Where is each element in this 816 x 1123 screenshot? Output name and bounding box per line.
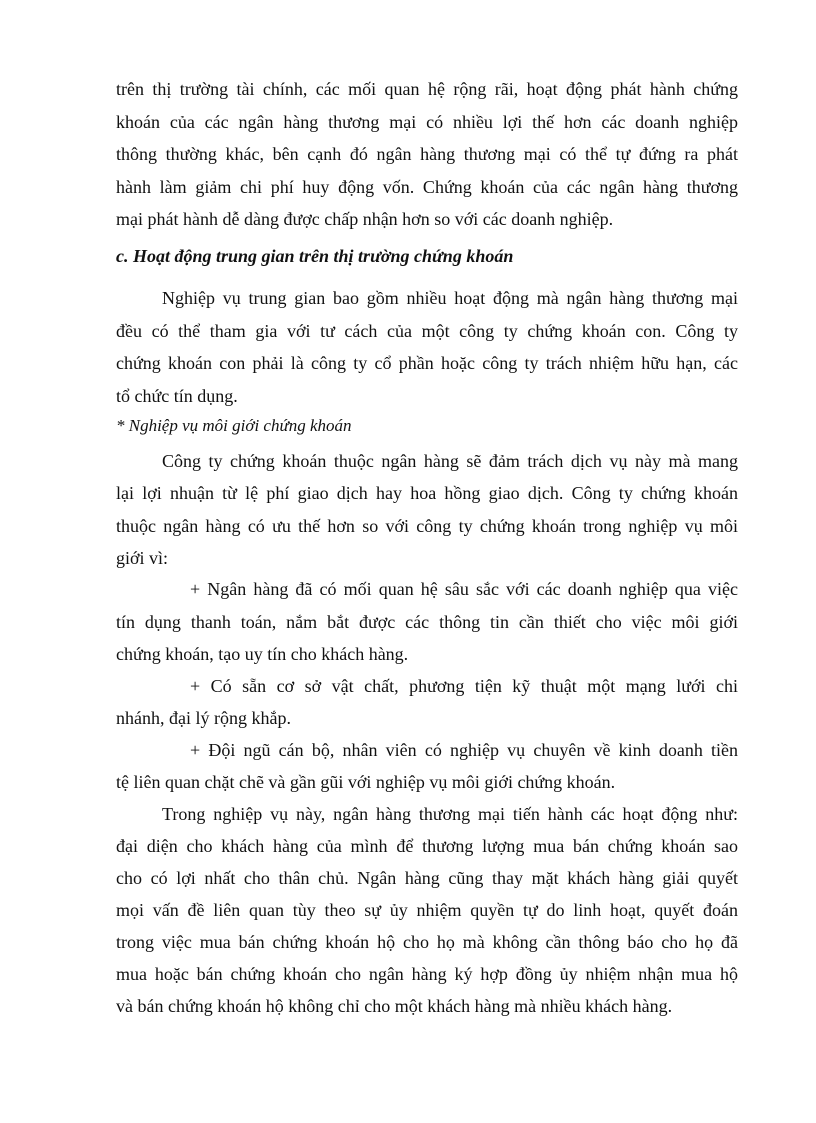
text-line: và bán chứng khoán hộ không chỉ cho một khách hàng mà nhiều khách hàng. bbox=[116, 996, 673, 1016]
bullet-line: + Ngân hàng đã có mối quan hệ sâu sắc với các doanh nghiệp qua việc bbox=[190, 579, 738, 599]
text-line: thông thường khác, bên cạnh đó ngân hàng thương mại có thể tự đứng ra phát bbox=[116, 144, 738, 164]
text-line: khoán của các ngân hàng thương mại có nhiều lợi thế hơn các doanh nghiệp bbox=[116, 112, 738, 132]
text-line: tệ liên quan chặt chẽ và gần gũi với nghiệp vụ môi giới chứng khoán. bbox=[116, 772, 616, 792]
text-line: mại phát hành dễ dàng được chấp nhận hơn so với các doanh nghiệp. bbox=[116, 209, 614, 229]
text-line: đại diện cho khách hàng của mình để thương lượng mua bán chứng khoán sao bbox=[116, 836, 738, 856]
text-line: lại lợi nhuận từ lệ phí giao dịch hay hoa hồng giao dịch. Công ty chứng khoán bbox=[116, 483, 738, 503]
text-line: cho có lợi nhất cho thân chủ. Ngân hàng cũng thay mặt khách hàng giải quyết bbox=[116, 868, 738, 888]
text-line: chứng khoán con phải là công ty cổ phần hoặc công ty trách nhiệm hữu hạn, các bbox=[116, 353, 738, 373]
text-line: trong việc mua bán chứng khoán hộ cho họ mà không cần thông báo cho họ đã bbox=[116, 932, 738, 952]
text-line: Trong nghiệp vụ này, ngân hàng thương mại tiến hành các hoạt động như: bbox=[162, 804, 738, 824]
text-line: trên thị trường tài chính, các mối quan hệ rộng rãi, hoạt động phát hành chứng bbox=[116, 79, 738, 99]
text-line: thuộc ngân hàng có ưu thế hơn so với công ty chứng khoán trong nghiệp vụ môi bbox=[116, 516, 738, 536]
subheading: * Nghiệp vụ môi giới chứng khoán bbox=[116, 416, 352, 435]
text-line: mua hoặc bán chứng khoán cho ngân hàng ký hợp đồng ủy nhiệm nhận mua hộ bbox=[116, 964, 738, 984]
text-line: hành làm giảm chi phí huy động vốn. Chứng khoán của các ngân hàng thương bbox=[116, 177, 738, 197]
text-line: Công ty chứng khoán thuộc ngân hàng sẽ đảm trách dịch vụ này mà mang bbox=[162, 451, 738, 471]
text-line: giới vì: bbox=[116, 548, 169, 568]
section-heading: c. Hoạt động trung gian trên thị trường chứng khoán bbox=[116, 246, 514, 266]
text-line: tín dụng thanh toán, nắm bắt được các thông tin cần thiết cho việc môi giới bbox=[116, 612, 738, 632]
text-line: chứng khoán, tạo uy tín cho khách hàng. bbox=[116, 644, 409, 664]
text-line: tổ chức tín dụng. bbox=[116, 386, 238, 406]
bullet-line: + Đội ngũ cán bộ, nhân viên có nghiệp vụ chuyên về kinh doanh tiền bbox=[190, 740, 738, 760]
bullet-line: + Có sẵn cơ sở vật chất, phương tiện kỹ thuật một mạng lưới chi bbox=[190, 676, 738, 696]
text-line: mọi vấn đề liên quan tùy theo sự ủy nhiệm quyền tự do linh hoạt, quyết đoán bbox=[116, 900, 738, 920]
text-line: nhánh, đại lý rộng khắp. bbox=[116, 708, 291, 728]
text-line: Nghiệp vụ trung gian bao gồm nhiều hoạt động mà ngân hàng thương mại bbox=[162, 288, 738, 308]
text-line: đều có thể tham gia với tư cách của một công ty chứng khoán con. Công ty bbox=[116, 321, 738, 341]
